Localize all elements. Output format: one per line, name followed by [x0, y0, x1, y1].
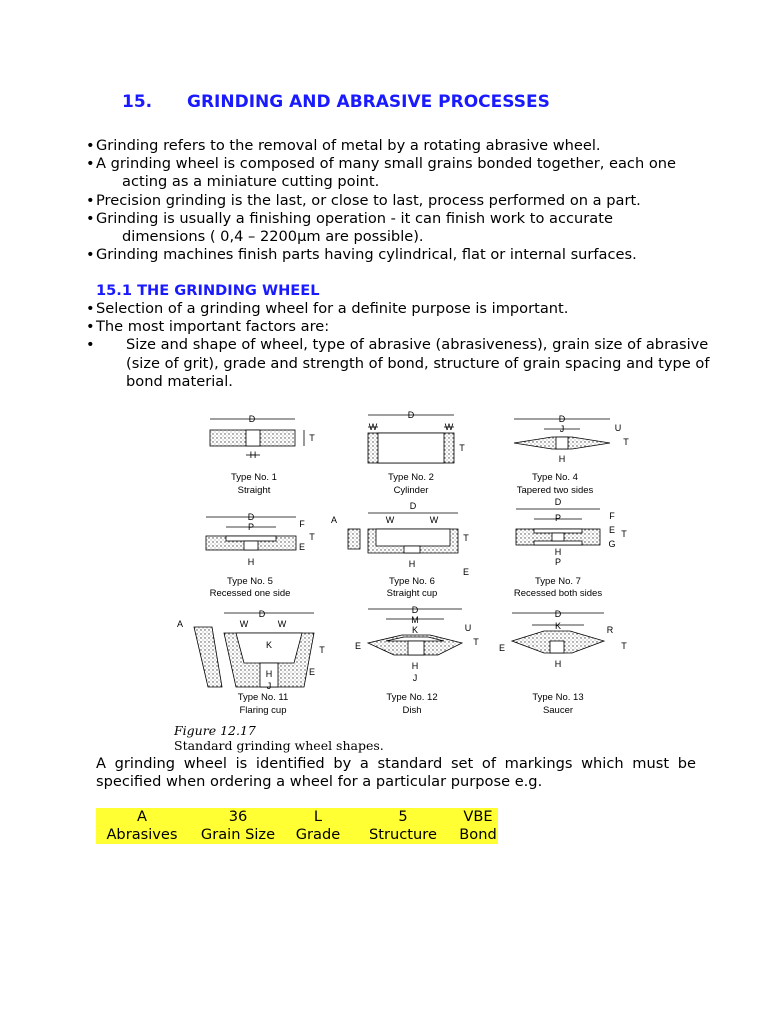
list-item: • Selection of a grinding wheel for a definite purpose is important.	[86, 300, 716, 318]
dim-label: P	[554, 513, 562, 523]
dim-label: K	[265, 640, 273, 650]
dim-label: T	[473, 637, 479, 647]
dim-label: F	[299, 519, 305, 529]
dim-label: A	[330, 515, 338, 525]
dim-label: J	[559, 424, 565, 434]
dim-label: W	[444, 422, 454, 432]
dim-label: W	[239, 619, 249, 629]
dim-label: E	[308, 667, 316, 677]
wheel-type-label: Type No. 5	[227, 576, 273, 587]
dim-label: P	[554, 557, 562, 567]
figure-number: Figure 12.17	[174, 723, 256, 738]
marking-name: Grade	[295, 826, 341, 843]
dim-label: W	[429, 515, 439, 525]
intro-bullet-list	[86, 137, 716, 264]
dim-label: D	[409, 501, 417, 511]
dim-label: T	[621, 641, 627, 651]
dim-label: G	[608, 539, 616, 549]
list-item: • Precision grinding is the last, or close to last, process performed on a part.	[86, 192, 716, 210]
dim-label: W	[368, 422, 378, 432]
wheel-type-label: Type No. 4	[532, 472, 578, 483]
dim-label: D	[248, 414, 256, 424]
dim-label: P	[247, 522, 255, 532]
wheel-type-label: Type No. 11	[237, 692, 289, 703]
dim-label: W	[277, 619, 287, 629]
dim-label: D	[258, 609, 266, 619]
dim-label: D	[558, 414, 566, 424]
wheel-name-label: Tapered two sides	[516, 485, 594, 496]
wheel-type-11-drawing	[194, 613, 314, 687]
section-bullet-list	[86, 300, 716, 391]
dim-label: H	[265, 669, 273, 679]
dim-label: H	[249, 450, 257, 460]
marking-code: L	[313, 808, 323, 825]
marking-name: Grain Size	[200, 826, 276, 843]
marking-table	[96, 808, 498, 844]
wheel-name-label: Flaring cup	[239, 705, 287, 716]
wheel-name-label: Dish	[402, 705, 422, 716]
dim-label: E	[462, 567, 470, 577]
wheel-type-2-drawing	[368, 415, 454, 463]
section-title: 15.1 THE GRINDING WHEEL	[96, 282, 320, 299]
wheel-name-label: Saucer	[542, 705, 574, 716]
dim-label: H	[554, 547, 562, 557]
marking-code: 5	[398, 808, 408, 825]
marking-code: VBE	[463, 808, 493, 825]
wheel-type-13-drawing	[512, 613, 604, 653]
dim-label: H	[411, 661, 419, 671]
wheel-type-6-drawing	[348, 513, 458, 553]
marking-code: 36	[228, 808, 248, 825]
table-row	[96, 826, 498, 844]
dim-label: M	[411, 615, 419, 625]
wheel-type-label: Type No. 12	[386, 692, 438, 703]
dim-label: E	[354, 641, 362, 651]
wheel-type-1-drawing	[210, 419, 304, 455]
wheel-name-label: Cylinder	[393, 485, 429, 496]
dim-label: U	[614, 423, 622, 433]
dim-label: W	[385, 515, 395, 525]
wheel-type-label: Type No. 1	[231, 472, 277, 483]
wheel-name-label: Straight	[237, 485, 271, 496]
list-item: • Grinding machines finish parts having cylindrical, flat or internal surfaces.	[86, 246, 716, 264]
wheel-name-label: Straight cup	[386, 588, 438, 599]
list-item: • Grinding is usually a finishing operation - it can finish work to accurate dimensions ( 0,4 – 2200µm are possible).	[86, 210, 716, 246]
wheel-name-label: Recessed one side	[209, 588, 291, 599]
dim-label: T	[459, 443, 465, 453]
dim-label: T	[319, 645, 325, 655]
dim-label: D	[247, 512, 255, 522]
wheel-type-label: Type No. 13	[532, 692, 584, 703]
dim-label: E	[298, 542, 306, 552]
dim-label: J	[412, 673, 418, 683]
dim-label: U	[464, 623, 472, 633]
dim-label: D	[411, 605, 419, 615]
marking-name: Structure	[369, 826, 437, 843]
dim-label: E	[498, 643, 506, 653]
figure-caption	[174, 723, 384, 753]
marking-paragraph: A grinding wheel is identified by a standard set of markings which must be specified when ordering a wheel for a particular purpose e.g.	[96, 755, 696, 791]
dim-label: H	[247, 557, 255, 567]
list-item: • Size and shape of wheel, type of abrasive (abrasiveness), grain size of abrasive (size of grit), grade and strength of bond, structure of grain spacing and type of bond material.	[86, 336, 716, 391]
list-item: • The most important factors are:	[86, 318, 716, 336]
wheel-name-label: Recessed both sides	[513, 588, 603, 599]
dim-label: K	[411, 625, 419, 635]
chapter-number: 15.	[122, 92, 153, 112]
dim-label: T	[309, 433, 315, 443]
dim-label: K	[554, 621, 562, 631]
dim-label: D	[554, 609, 562, 619]
dim-label: E	[608, 525, 616, 535]
wheel-type-label: Type No. 6	[389, 576, 435, 587]
marking-code: A	[137, 808, 147, 825]
dim-label: T	[623, 437, 629, 447]
dim-label: D	[554, 497, 562, 507]
dim-label: T	[463, 533, 469, 543]
dim-label: H	[554, 659, 562, 669]
list-item: • A grinding wheel is composed of many small grains bonded together, each one acting as a miniature cutting point.	[86, 155, 716, 191]
dim-label: H	[558, 454, 566, 464]
dim-label: A	[176, 619, 184, 629]
table-row	[96, 808, 498, 826]
dim-label: J	[266, 681, 272, 691]
grinding-wheel-shapes-figure	[172, 405, 636, 755]
chapter-title: GRINDING AND ABRASIVE PROCESSES	[187, 92, 550, 112]
chapter-heading	[122, 92, 550, 112]
wheel-type-label: Type No. 2	[388, 472, 434, 483]
figure-caption-text: Standard grinding wheel shapes.	[174, 738, 384, 753]
dim-label: T	[621, 529, 627, 539]
dim-label: R	[606, 625, 614, 635]
dim-label: H	[408, 559, 416, 569]
marking-name: Bond	[459, 826, 497, 843]
wheel-type-label: Type No. 7	[535, 576, 581, 587]
marking-name: Abrasives	[106, 826, 178, 843]
list-item: • Grinding refers to the removal of metal by a rotating abrasive wheel.	[86, 137, 716, 155]
dim-label: D	[407, 410, 415, 420]
marking-example	[96, 808, 498, 844]
dim-label: T	[309, 532, 315, 542]
dim-label: F	[609, 511, 615, 521]
